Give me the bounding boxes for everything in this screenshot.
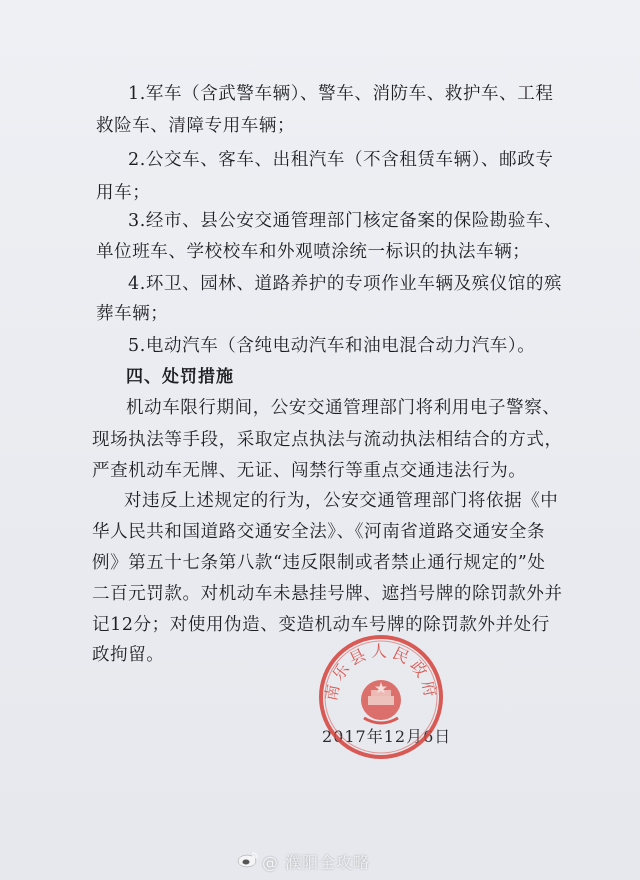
watermark-text: @ 濮阳全攻略 xyxy=(262,853,371,872)
text-line: 葬车辆； xyxy=(96,304,169,324)
text-line: 用车； xyxy=(96,183,151,203)
text-line: 3.经市、县公安交通管理部门核定备案的保险勘验车、 xyxy=(128,211,563,231)
official-seal-icon xyxy=(316,632,446,762)
text-line: 现场执法等手段，采取定点执法与流动执法相结合的方式， xyxy=(92,430,563,450)
text-line: 机动车限行期间，公安交通管理部门将利用电子警察、 xyxy=(126,398,561,418)
text-line: 记12分；对使用伪造、变造机动车号牌的除罚款外并处行 xyxy=(92,615,550,635)
text-line: 对违反上述规定的行为，公安交通管理部门将依据《中 xyxy=(124,491,559,511)
text-line: 5.电动汽车（含纯电动汽车和油电混合动力汽车）。 xyxy=(128,336,536,356)
text-line: 2.公交车、客车、出租汽车（不含租赁车辆）、邮政专 xyxy=(128,150,554,170)
text-line: 政拘留。 xyxy=(92,645,165,665)
seal-text: 南乐县人民政府 xyxy=(321,641,441,703)
text-line: 1.军车（含武警车辆）、警车、消防车、救护车、工程 xyxy=(128,84,554,104)
weibo-icon xyxy=(237,850,259,868)
text-line: 单位班车、学校校车和外观喷涂统一标识的执法车辆； xyxy=(96,242,531,262)
text-line: 救险车、清障专用车辆； xyxy=(96,116,296,136)
document-date: 2017年12月6日 xyxy=(322,727,452,746)
section-heading: 四、处罚措施 xyxy=(126,367,234,387)
text-line: 二百元罚款。对机动车未悬挂号牌、遮挡号牌的除罚款外并 xyxy=(92,584,563,604)
text-line: 严查机动车无牌、无证、闯禁行等重点交通违法行为。 xyxy=(92,461,527,481)
text-line: 华人民共和国道路交通安全法》、《河南省道路交通安全条 xyxy=(92,522,546,542)
text-line: 4.环卫、园林、道路养护的专项作业车辆及殡仪馆的殡 xyxy=(128,274,563,294)
text-line: 例》第五十七条第八款“违反限制或者禁止通行规定的”处 xyxy=(92,553,546,573)
